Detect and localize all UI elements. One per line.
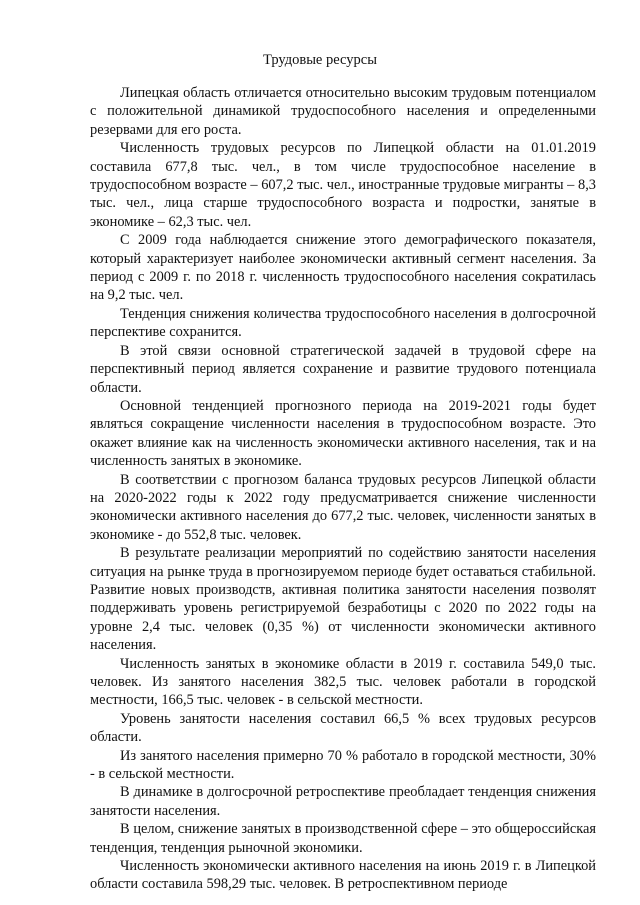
paragraph: Численность занятых в экономике области в 2019 г. составила 549,0 тыс. человек. Из занятого населения 382,5 тыс. человек работали в городской местности, 166,5 тыс. человек - в сельской местности.	[90, 655, 596, 709]
paragraph: Численность экономически активного населения на июнь 2019 г. в Липецкой области составила 598,29 тыс. человек. В ретроспективном периоде	[90, 858, 596, 893]
page-title: Трудовые ресурсы	[263, 52, 377, 68]
paragraph: Из занятого населения примерно 70 % работало в городской местности, 30% - в сельской местности.	[90, 747, 596, 783]
paragraph: В соответствии с прогнозом баланса трудовых ресурсов Липецкой области на 2020-2022 годы к 2022 году предусматривается снижение численности экономически активного населения до 677,2 тыс. человек, численности занятых в экономике - до 552,8 тыс. человек.	[90, 471, 596, 543]
paragraph: В этой связи основной стратегической задачей в трудовой сфере на перспективный период является сохранение и развитие трудового потенциала области.	[90, 342, 596, 396]
paragraph: В динамике в долгосрочной ретроспективе преобладает тенденция снижения занятости населения.	[90, 784, 596, 819]
paragraph: Основной тенденцией прогнозного периода на 2019-2021 годы будет являться сокращение численности населения в трудоспособном возрасте. Это окажет влияние как на численность экономически активного населения, так и на численность занятых в экономике.	[90, 397, 596, 470]
paragraph: С 2009 года наблюдается снижение этого демографического показателя, который характеризует наиболее экономически активный сегмент населения. За период с 2009 г. по 2018 г. численность трудоспособного населения сократилась на 9,2 тыс. чел.	[90, 232, 596, 304]
paragraph: Уровень занятости населения составил 66,5 % всех трудовых ресурсов области.	[90, 710, 596, 746]
paragraph: В результате реализации мероприятий по содействию занятости населения ситуация на рынке труда в прогнозируемом периоде будет оставаться стабильной. Развитие новых производств, активная политика занятости населения позволят поддерживать уровень регистрируемой безработицы с 2020 по 2022 годы на уровне 2,4 тыс. человек (0,35 %) от численности экономически активного населения.	[90, 545, 596, 654]
paragraph: В целом, снижение занятых в производственной сфере – это общероссийская тенденция, тенденция рыночной экономики.	[90, 821, 596, 856]
document-body	[90, 84, 596, 894]
paragraph: Тенденция снижения количества трудоспособного населения в долгосрочной перспективе сохранится.	[90, 305, 596, 341]
paragraph: Липецкая область отличается относительно высоким трудовым потенциалом с положительной динамикой трудоспособного населения и определенными резервами для его роста.	[90, 85, 596, 138]
paragraph: Численность трудовых ресурсов по Липецкой области на 01.01.2019 составила 677,8 тыс. чел., в том числе трудоспособное население в трудоспособном возрасте – 607,2 тыс. чел., иностранные трудовые мигранты – 8,3 тыс. чел., лица старше трудоспособного возраста и подростки, занятые в экономике – 62,3 тыс. чел.	[90, 140, 596, 230]
